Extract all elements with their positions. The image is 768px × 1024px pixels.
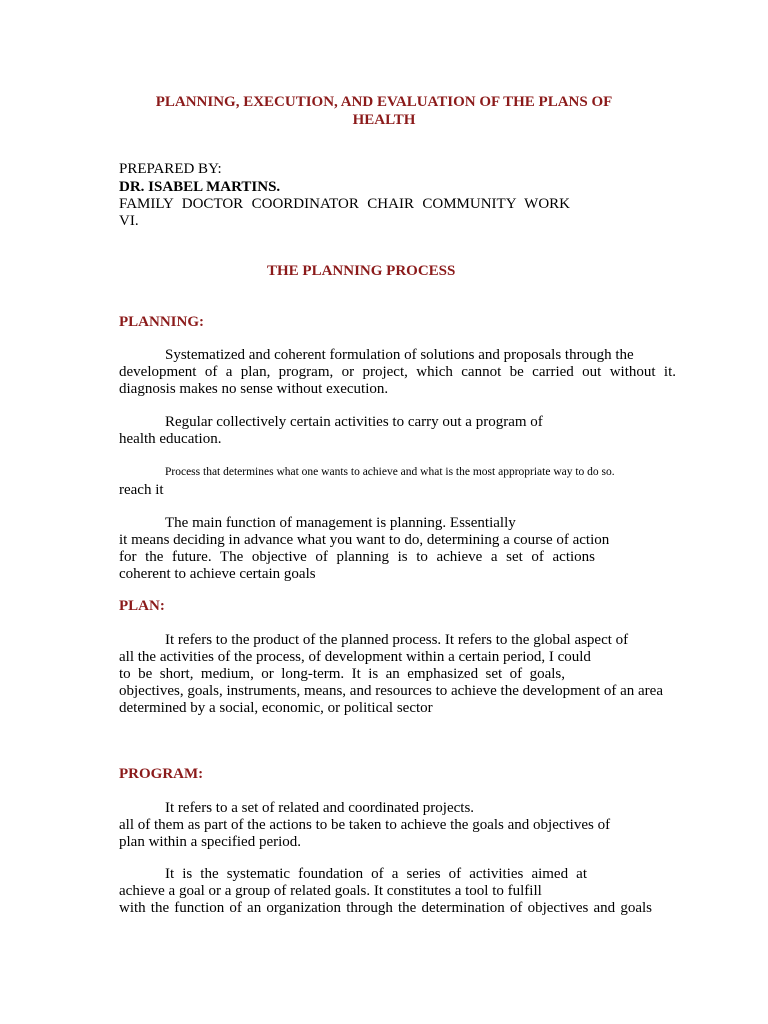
author-role-line-1: FAMILY DOCTOR COORDINATOR CHAIR COMMUNITY WORK: [119, 196, 570, 212]
program-p2-line-1: It is the systematic foundation of a series of activities aimed at: [165, 866, 587, 882]
program-p2-line-3: with the function of an organization through the determination of objectives and goals: [119, 900, 652, 916]
planning-p4-line-4: coherent to achieve certain goals: [119, 566, 316, 582]
planning-p4-line-1: The main function of management is planning. Essentially: [165, 515, 516, 531]
author-name: DR. ISABEL MARTINS.: [119, 179, 281, 195]
planning-p1-line-3: diagnosis makes no sense without execution.: [119, 381, 389, 397]
planning-p4-line-2: it means deciding in advance what you want to do, determining a course of action: [119, 532, 610, 548]
program-p2-line-2: achieve a goal or a group of related goals. It constitutes a tool to fulfill: [119, 883, 542, 899]
section-title: THE PLANNING PROCESS: [267, 263, 456, 279]
planning-p1-line-1: Systematized and coherent formulation of solutions and proposals through the: [165, 347, 634, 363]
planning-p2-line-1: Regular collectively certain activities to carry out a program of: [165, 414, 543, 430]
planning-p1-line-2: development of a plan, program, or project, which cannot be carried out without it.: [119, 364, 676, 380]
planning-p3-line-2: reach it: [119, 482, 164, 498]
planning-heading: PLANNING:: [119, 314, 204, 330]
plan-p1-line-1: It refers to the product of the planned process. It refers to the global aspect of: [165, 632, 629, 648]
planning-p2-line-2: health education.: [119, 431, 222, 447]
document-title-line-2: HEALTH: [352, 112, 416, 128]
program-p1-line-2: all of them as part of the actions to be taken to achieve the goals and objectives of: [119, 817, 611, 833]
plan-heading: PLAN:: [119, 598, 165, 614]
program-heading: PROGRAM:: [119, 766, 204, 782]
document-title-line-1: PLANNING, EXECUTION, AND EVALUATION OF THE PLANS OF: [155, 94, 613, 110]
plan-p1-line-2: all the activities of the process, of development within a certain period, I could: [119, 649, 591, 665]
planning-p3-line-1: Process that determines what one wants to achieve and what is the most appropriate way to do so.: [165, 466, 615, 478]
plan-p1-line-3: to be short, medium, or long-term. It is an emphasized set of goals,: [119, 666, 565, 682]
program-p1-line-3: plan within a specified period.: [119, 834, 302, 850]
prepared-by-label: PREPARED BY:: [119, 161, 222, 177]
plan-p1-line-5: determined by a social, economic, or political sector: [119, 700, 433, 716]
program-p1-line-1: It refers to a set of related and coordinated projects.: [165, 800, 475, 816]
author-role-line-2: VI.: [119, 213, 139, 229]
planning-p4-line-3: for the future. The objective of planning is to achieve a set of actions: [119, 549, 595, 565]
plan-p1-line-4: objectives, goals, instruments, means, and resources to achieve the development of an area: [119, 683, 663, 699]
